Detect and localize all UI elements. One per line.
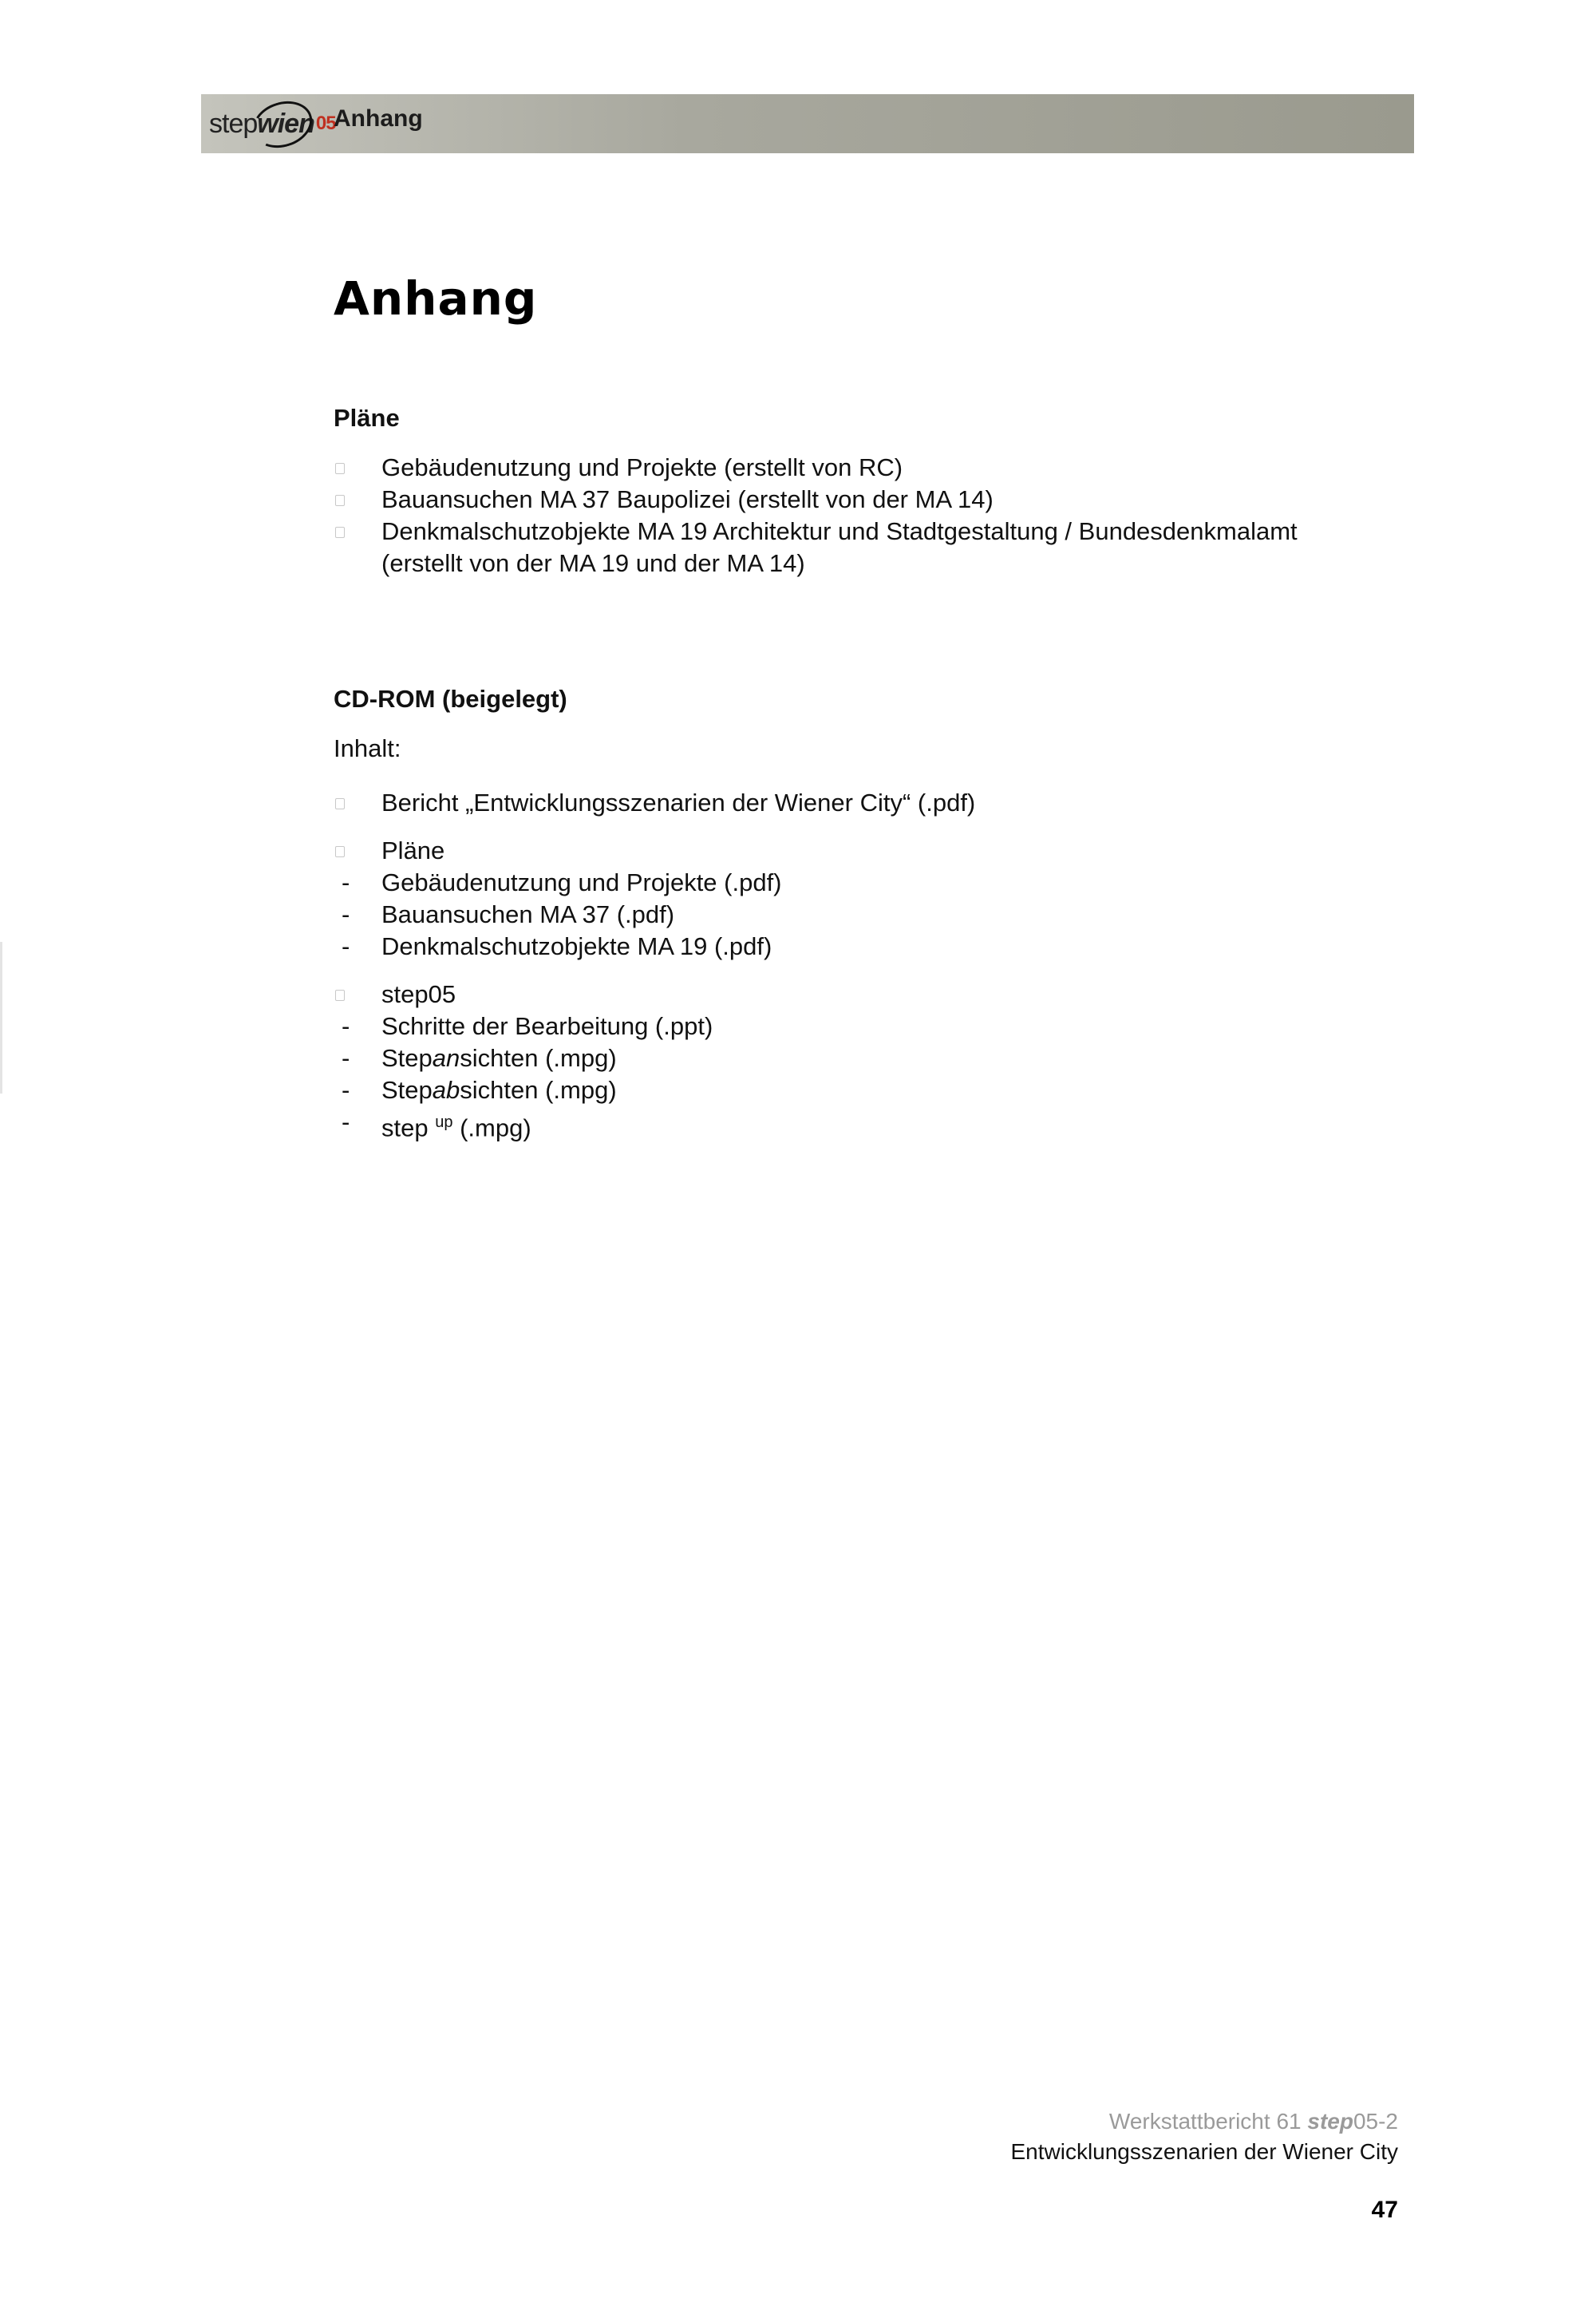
cdrom-list <box>334 787 975 1144</box>
bullet-icon <box>335 990 345 1001</box>
sub-list-item: - Stepabsichten (.mpg) <box>342 1076 617 1104</box>
list-item-continuation: (erstellt von der MA 19 und der MA 14) <box>381 549 805 577</box>
logo-wien: wien <box>257 108 314 139</box>
logo-number: 05 <box>315 113 336 134</box>
sub-list-item: - Denkmalschutzobjekte MA 19 (.pdf) <box>342 932 772 960</box>
sub-list <box>334 1011 975 1144</box>
cdrom-heading: CD-ROM (beigelegt) <box>334 685 567 713</box>
list-item: Gebäudenutzung und Projekte (erstellt von RC) <box>334 452 1298 484</box>
list-item: Denkmalschutzobjekte MA 19 Architektur und Stadtgestaltung / Bundesdenkmalamt <box>334 516 1298 548</box>
bullet-icon <box>335 463 345 474</box>
page-number: 47 <box>1371 2197 1398 2223</box>
page-title: Anhang <box>334 271 538 326</box>
sub-list-item: - Bauansuchen MA 37 (.pdf) <box>342 900 675 928</box>
header-title: Anhang <box>334 105 423 132</box>
list-item: step05 - Schritte der Bearbeitung (.ppt) - Stepansichten (.mpg) - Stepabsichten (.mpg) - step $^{up}$ (.mpg) <box>334 979 975 1144</box>
footer-report-number: Werkstattbericht 61 step05-2 <box>1108 2109 1398 2134</box>
scan-edge-mark <box>0 942 2 1094</box>
cdrom-intro: Inhalt: <box>334 734 401 762</box>
sub-list-item: - step $^{up}$ (.mpg) <box>342 1108 531 1142</box>
logo-step: step <box>209 108 258 139</box>
sub-list-item: - Gebäudenutzung und Projekte (.pdf) <box>342 868 782 896</box>
sub-list <box>334 867 975 963</box>
list-item: Bericht „Entwicklungsszenarien der Wiener City“ (.pdf) <box>334 787 975 819</box>
plaene-list <box>334 452 1298 579</box>
bullet-icon <box>335 527 345 538</box>
bullet-icon <box>335 495 345 506</box>
plaene-heading: Pläne <box>334 404 400 432</box>
list-item: Pläne - Gebäudenutzung und Projekte (.pdf) - Bauansuchen MA 37 (.pdf) - Denkmalschutzobjekte MA 19 (.pdf) <box>334 835 975 963</box>
sub-list-item: - Schritte der Bearbeitung (.ppt) <box>342 1012 713 1040</box>
list-item: Bauansuchen MA 37 Baupolizei (erstellt von der MA 14) <box>334 484 1298 516</box>
stepwien-logo <box>209 101 336 147</box>
footer-report-title: Entwicklungsszenarien der Wiener City <box>1010 2139 1398 2164</box>
bullet-icon <box>335 846 345 857</box>
sub-list-item: - Stepansichten (.mpg) <box>342 1044 617 1072</box>
bullet-icon <box>335 798 345 809</box>
